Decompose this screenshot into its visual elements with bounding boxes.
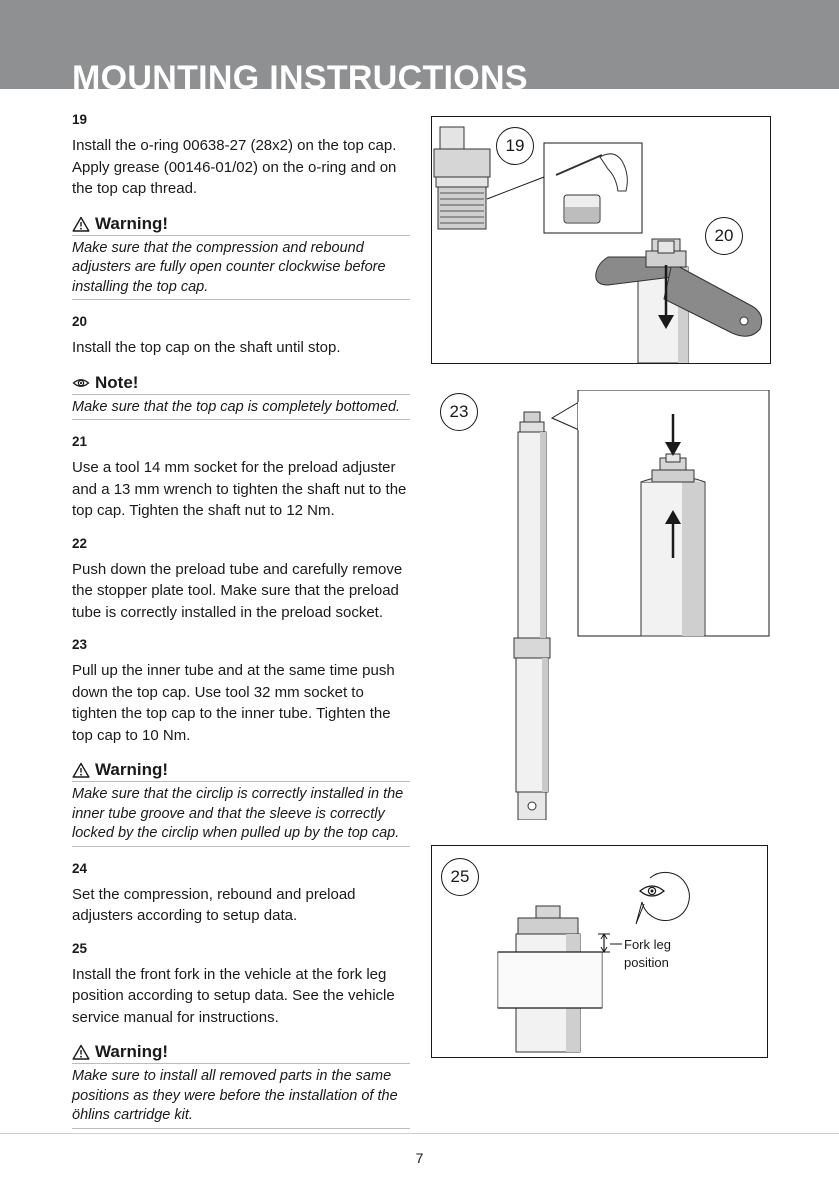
step-number-24: 24 <box>72 860 88 876</box>
step-number-21: 21 <box>72 434 88 449</box>
figure-23 <box>436 390 771 820</box>
warning-text: Make sure to install all removed parts in the same positions as they were before the installation of the öhlins cartridge kit. <box>72 1064 410 1129</box>
figure-19-20 <box>431 116 771 364</box>
note-text: Make sure that the top cap is completely bottomed. <box>72 395 410 421</box>
note-title: Note! <box>95 372 139 392</box>
warning-title: Warning! <box>95 1042 169 1061</box>
figure-number-20: 20 <box>705 217 743 255</box>
figure-number-23: 23 <box>440 393 478 431</box>
step-number-22: 22 <box>72 535 88 551</box>
step-text-20: Install the top cap on the shaft until stop. <box>72 339 341 356</box>
page-header <box>0 0 839 89</box>
warning-callout-3 <box>72 1042 410 1129</box>
illustration-fork-leg <box>436 390 771 820</box>
page-number: 7 <box>415 1150 424 1166</box>
footer-divider <box>0 1133 839 1134</box>
warning-text: Make sure that the compression and rebound adjusters are fully open counter clockwise before installing the top cap. <box>72 236 410 301</box>
warning-callout-2 <box>72 760 410 847</box>
step-number-25: 25 <box>72 940 88 956</box>
fork-leg-position-label: Fork leg position <box>624 937 671 970</box>
warning-title: Warning! <box>95 213 169 233</box>
figure-25 <box>431 845 768 1058</box>
eye-icon <box>72 375 90 391</box>
note-heading <box>72 373 410 395</box>
warning-text: Make sure that the circlip is correctly installed in the inner tube groove and that the sleeve is correctly locked by the circlip when pulled up by the top cap. <box>72 782 410 847</box>
warning-heading <box>72 214 410 236</box>
step-text-24: Set the compression, rebound and preload adjusters according to setup data. <box>72 885 356 924</box>
warning-triangle-icon <box>72 762 90 778</box>
page-title: MOUNTING INSTRUCTIONS <box>72 59 528 89</box>
step-text-25: Install the front fork in the vehicle at the fork leg position according to setup data. See the vehicle service manual for instructions. <box>72 965 395 1026</box>
step-text-23: Pull up the inner tube and at the same time push down the top cap. Use tool 32 mm socket to tighten the top cap to the inner tube. Tighten the top cap to 10 Nm. <box>72 662 395 744</box>
warning-heading <box>72 760 410 782</box>
illustration-fork-leg-position <box>432 846 767 1057</box>
warning-callout-1 <box>72 214 410 301</box>
step-text-19: Install the o-ring 00638-27 (28x2) on the top cap. Apply grease (00146-01/02) on the o-ring and on the top cap thread. <box>72 137 397 197</box>
step-text-22: Push down the preload tube and carefully remove the stopper plate tool. Make sure that the preload tube is correctly installed in the preload socket. <box>72 560 403 621</box>
warning-triangle-icon <box>72 216 90 232</box>
warning-heading <box>72 1042 410 1064</box>
note-callout <box>72 373 410 421</box>
figure-number-25: 25 <box>441 858 479 896</box>
warning-triangle-icon <box>72 1044 90 1060</box>
step-number-19: 19 <box>72 112 88 127</box>
step-text-21: Use a tool 14 mm socket for the preload adjuster and a 13 mm wrench to tighten the shaft nut to the top cap. Tighten the shaft nut to 12 Nm. <box>72 459 407 519</box>
step-number-23: 23 <box>72 637 88 652</box>
step-number-20: 20 <box>72 314 88 329</box>
figure-number-19: 19 <box>496 127 534 165</box>
warning-title: Warning! <box>95 760 169 779</box>
instructions-column <box>72 112 410 1143</box>
